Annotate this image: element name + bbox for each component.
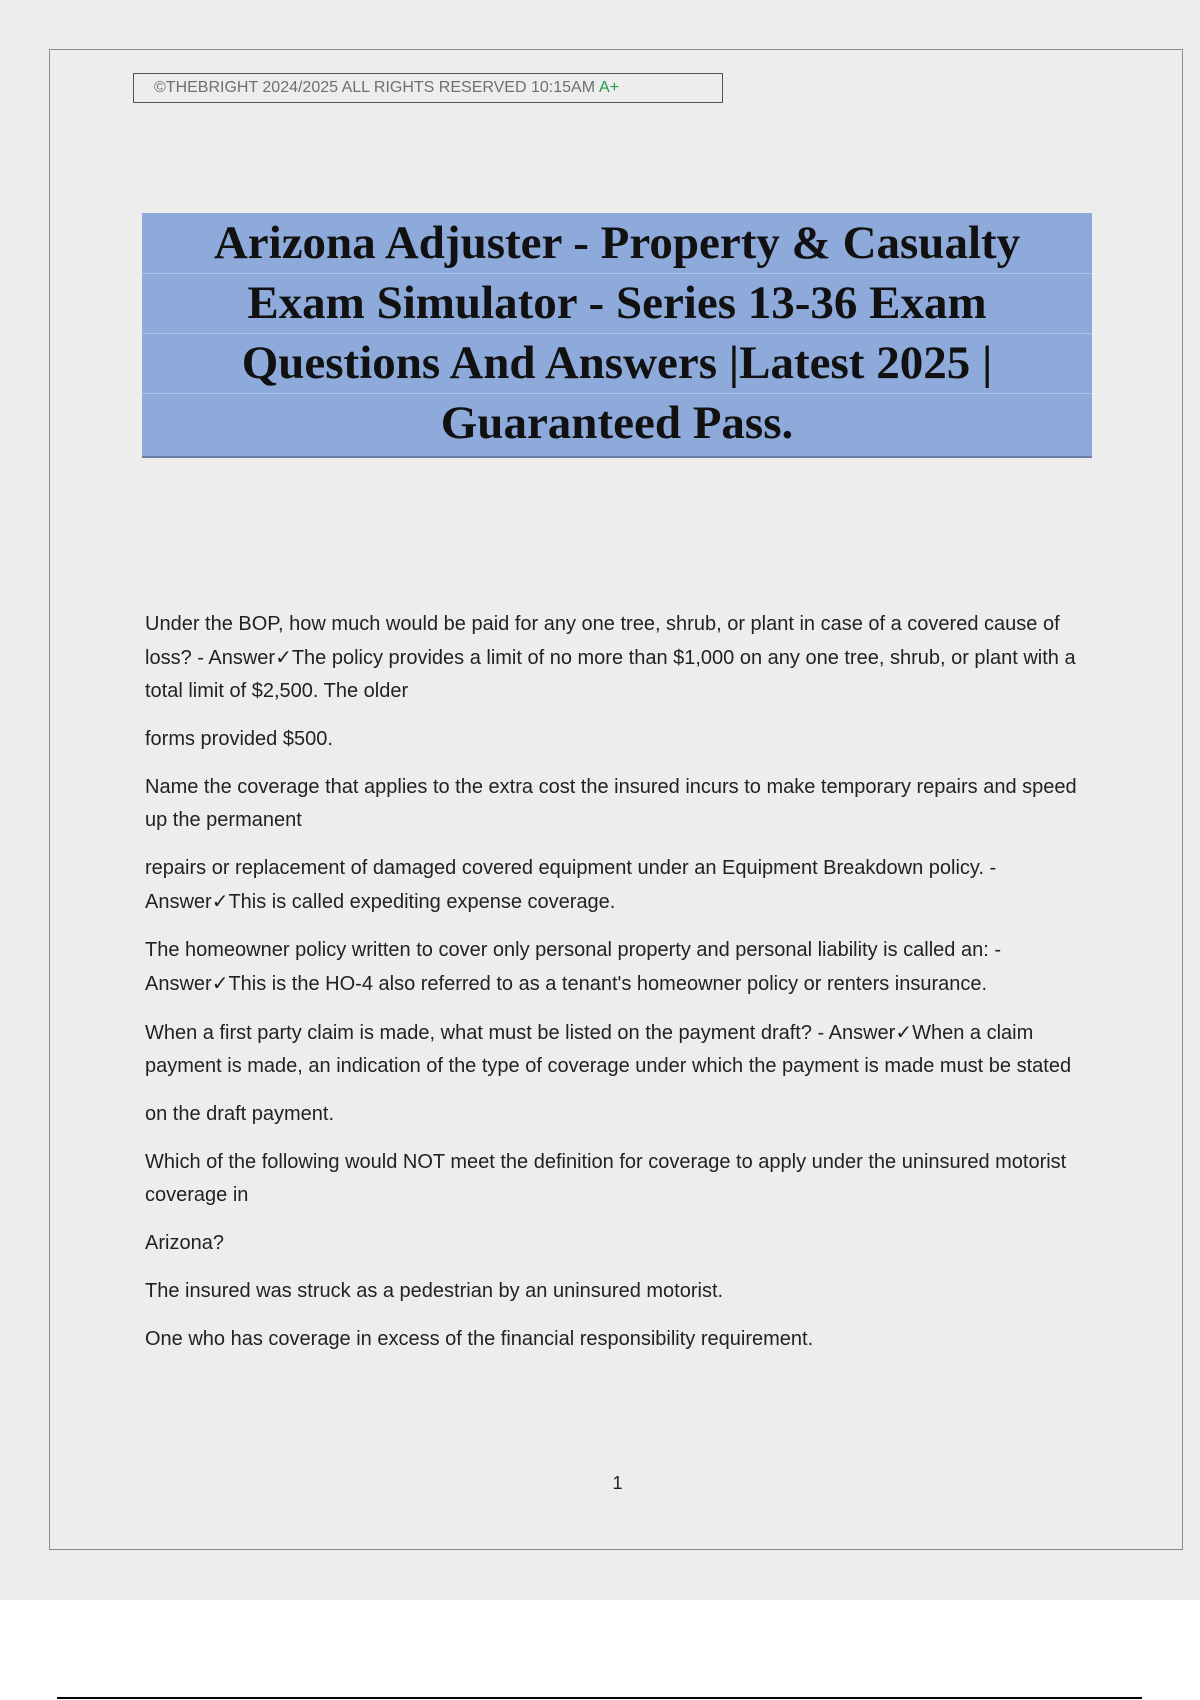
- question-text: repairs or replacement of damaged covered equipment under an Equipment Breakdown policy. -: [145, 857, 997, 879]
- checkmark-icon: ✓: [275, 645, 292, 669]
- answer-text: The policy provides a limit of no more than $1,000 on any one tree, shrub, or plant with a total limit of $2,500. The older: [145, 647, 1076, 702]
- question-paragraph: Arizona?: [145, 1232, 224, 1254]
- title-banner: [142, 213, 1092, 458]
- grade-badge: A+: [599, 79, 620, 96]
- question-paragraph: [145, 608, 1095, 708]
- answer-prefix: Answer: [145, 891, 212, 913]
- question-text: Under the BOP, how much would be paid for any one tree, shrub, or plant in case of a covered cause of loss? -: [145, 613, 1060, 669]
- answer-prefix: Answer: [828, 1022, 896, 1044]
- question-paragraph: [145, 1016, 1095, 1083]
- question-paragraph: [145, 852, 1095, 919]
- answer-text: This is called expediting expense coverage.: [228, 891, 616, 913]
- qa-body: [145, 608, 1095, 1371]
- question-paragraph: [145, 934, 1095, 1001]
- checkmark-icon: ✓: [895, 1020, 913, 1044]
- title-line: Questions And Answers |Latest 2025 |: [241, 337, 993, 389]
- title-line: Exam Simulator - Series 13-36 Exam: [247, 277, 987, 329]
- question-paragraph: Which of the following would NOT meet the definition for coverage to apply under the uninsured motorist coverage in: [145, 1151, 1067, 1206]
- title-line: Guaranteed Pass.: [440, 397, 794, 449]
- answer-prefix: Answer: [208, 647, 276, 669]
- answer-text: When a claim payment is made, an indication of the type of coverage under which the payment is made must be stated: [145, 1022, 1072, 1077]
- question-paragraph: Name the coverage that applies to the extra cost the insured incurs to make temporary repairs and speed up the permanent: [145, 776, 1077, 831]
- page-number: 1: [612, 1473, 623, 1493]
- answer-continuation: on the draft payment.: [145, 1103, 335, 1125]
- checkmark-icon: ✓: [211, 889, 229, 913]
- option-paragraph: One who has coverage in excess of the financial responsibility requirement.: [145, 1328, 814, 1350]
- document-title: [142, 213, 1092, 453]
- checkmark-icon: ✓: [211, 971, 229, 995]
- answer-text: This is the HO-4 also referred to as a tenant's homeowner policy or renters insurance.: [228, 973, 988, 995]
- question-text: When a first party claim is made, what must be listed on the payment draft? -: [145, 1022, 829, 1044]
- answer-prefix: Answer: [145, 973, 212, 995]
- answer-continuation: forms provided $500.: [145, 728, 333, 750]
- bottom-divider: [57, 1697, 1142, 1699]
- copyright-text: ©THEBRIGHT 2024/2025 ALL RIGHTS RESERVED 10:15AM: [154, 79, 596, 96]
- option-paragraph: The insured was struck as a pedestrian by an uninsured motorist.: [145, 1280, 724, 1302]
- copyright-header: [133, 73, 723, 103]
- question-text: The homeowner policy written to cover only personal property and personal liability is called an: -: [145, 939, 1001, 961]
- title-line: Arizona Adjuster - Property & Casualty: [213, 217, 1021, 269]
